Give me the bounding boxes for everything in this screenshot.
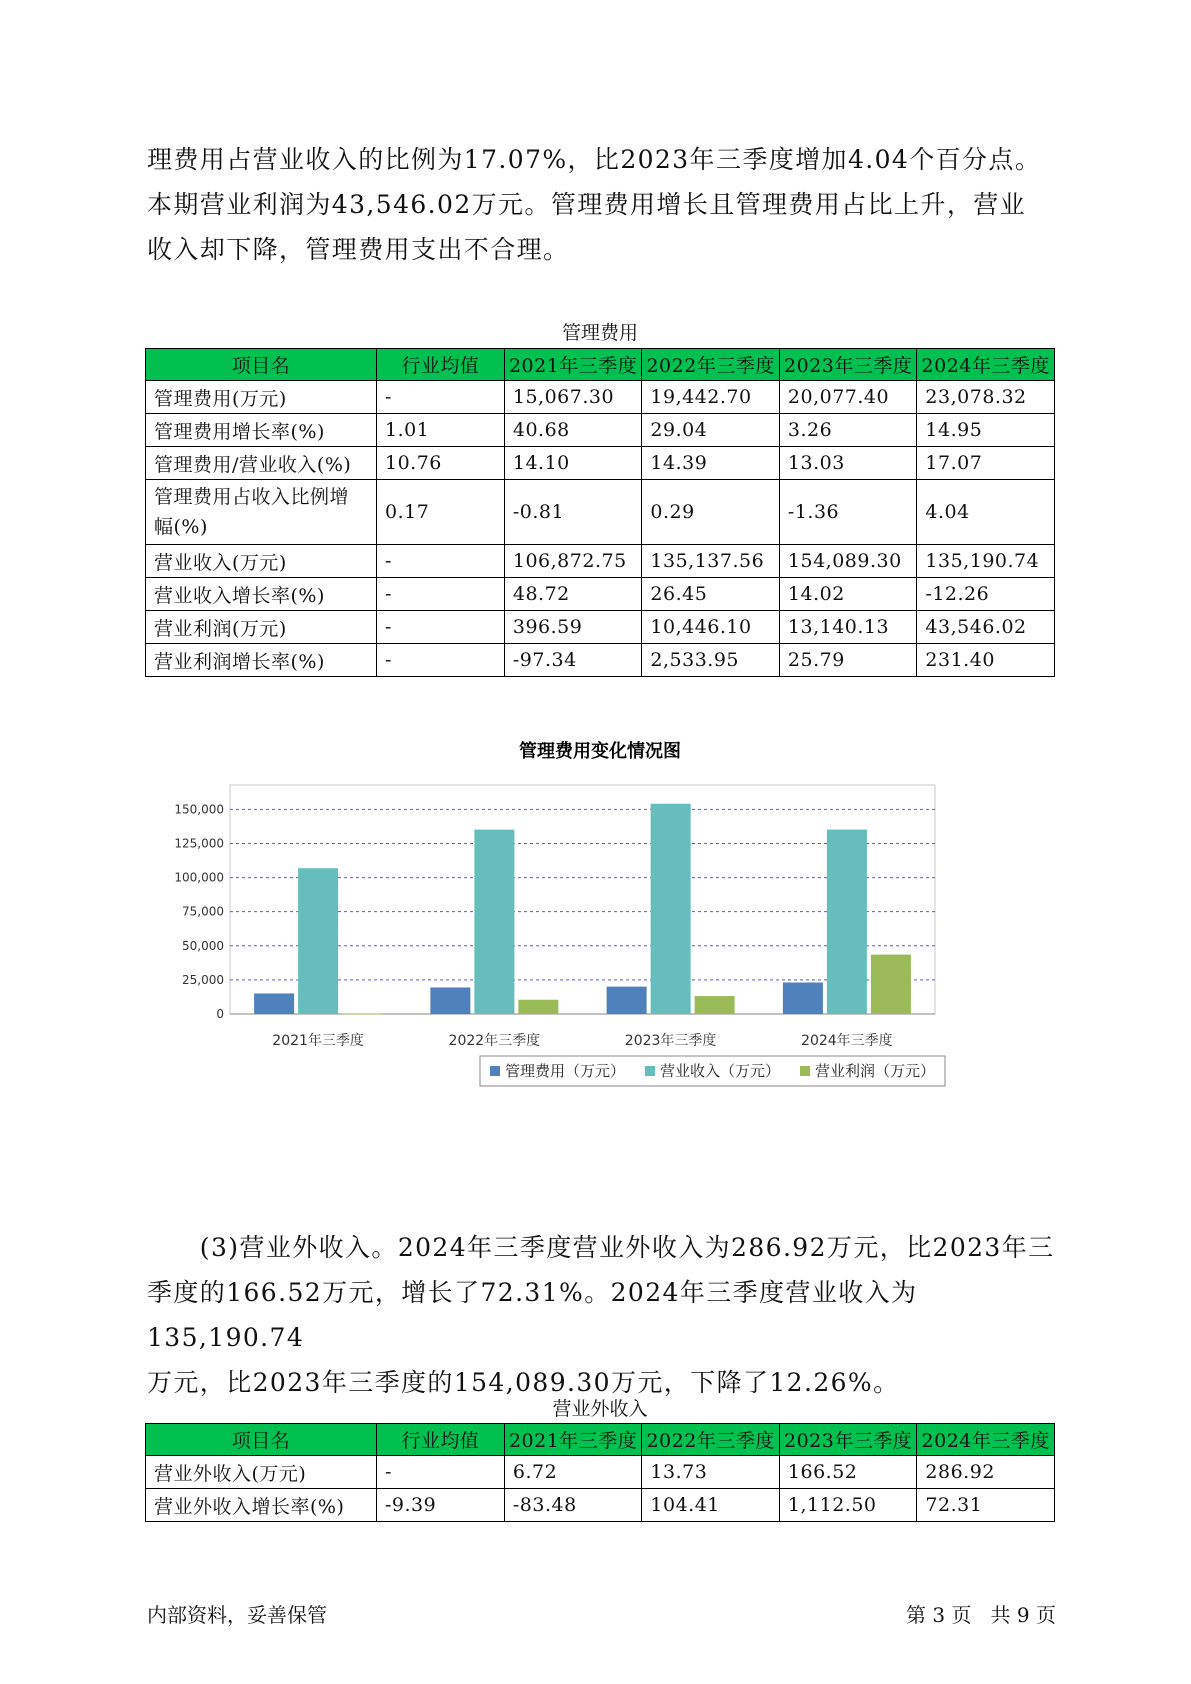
row-label: 营业外收入(万元)	[146, 1456, 377, 1489]
intro-paragraph	[147, 137, 1062, 272]
row-label: 营业利润(万元)	[146, 611, 377, 644]
bar	[298, 868, 338, 1014]
table-cell: 1,112.50	[779, 1489, 917, 1522]
table-cell: -	[377, 545, 505, 578]
column-header: 项目名	[146, 349, 377, 381]
y-tick-label: 75,000	[182, 904, 224, 919]
legend-swatch	[490, 1066, 500, 1076]
table-cell: 14.95	[917, 414, 1055, 447]
table-cell: 2,533.95	[642, 644, 780, 677]
table-cell: 4.04	[917, 480, 1055, 545]
bar	[827, 830, 867, 1014]
table-cell: 14.39	[642, 447, 780, 480]
y-tick-label: 25,000	[182, 972, 224, 987]
table-cell: -9.39	[377, 1489, 505, 1522]
table-row	[146, 1456, 1055, 1489]
bar	[474, 830, 514, 1014]
table-cell: 14.02	[779, 578, 917, 611]
column-header: 2023年三季度	[779, 349, 917, 381]
table-cell: -83.48	[504, 1489, 642, 1522]
table-cell: -	[377, 1456, 505, 1489]
x-category-label: 2021年三季度	[272, 1033, 364, 1049]
bar	[430, 987, 470, 1014]
table-row	[146, 414, 1055, 447]
table-row	[146, 447, 1055, 480]
column-header: 2022年三季度	[642, 1424, 780, 1456]
table-cell: -	[377, 381, 505, 414]
bar	[783, 983, 823, 1014]
y-tick-label: 50,000	[182, 938, 224, 953]
table-cell: 10,446.10	[642, 611, 780, 644]
row-label: 管理费用增长率(%)	[146, 414, 377, 447]
table-row	[146, 381, 1055, 414]
table-cell: 23,078.32	[917, 381, 1055, 414]
table-row	[146, 578, 1055, 611]
table-cell: 20,077.40	[779, 381, 917, 414]
text-line: 季度的166.52万元，增长了72.31%。2024年三季度营业收入为135,190.74	[147, 1278, 918, 1352]
table-cell: 40.68	[504, 414, 642, 447]
text-line: 万元，比2023年三季度的154,089.30万元，下降了12.26%。	[147, 1368, 900, 1397]
table-cell: 154,089.30	[779, 545, 917, 578]
bar-chart	[145, 728, 1025, 1183]
table-cell: 166.52	[779, 1456, 917, 1489]
table-cell: 396.59	[504, 611, 642, 644]
table-caption: 管理费用	[561, 322, 638, 344]
row-label: 营业收入(万元)	[146, 545, 377, 578]
y-tick-label: 0	[216, 1007, 224, 1021]
table-cell: 25.79	[779, 644, 917, 677]
x-category-label: 2024年三季度	[801, 1033, 893, 1049]
bar	[518, 1000, 558, 1014]
table-cell: 231.40	[917, 644, 1055, 677]
column-header: 2021年三季度	[504, 1424, 642, 1456]
text-line: 本期营业利润为43,546.02万元。管理费用增长且管理费用占比上升，营业	[147, 190, 1027, 219]
x-category-label: 2022年三季度	[448, 1033, 541, 1049]
table-cell: 14.10	[504, 447, 642, 480]
column-header: 行业均值	[377, 1424, 505, 1456]
y-tick-label: 150,000	[174, 802, 224, 817]
table-cell: 3.26	[779, 414, 917, 447]
legend-swatch	[800, 1066, 810, 1076]
table-row	[146, 1489, 1055, 1522]
row-label: 营业收入增长率(%)	[146, 578, 377, 611]
nonoperating-paragraph	[147, 1225, 1062, 1405]
bar	[254, 993, 294, 1014]
nonoperating-income-table	[145, 1423, 1055, 1522]
bar	[607, 987, 647, 1014]
row-label: 营业外收入增长率(%)	[146, 1489, 377, 1522]
table-cell: 135,137.56	[642, 545, 780, 578]
text-line: 理费用占营业收入的比例为17.07%，比2023年三季度增加4.04个百分点。	[147, 145, 1042, 174]
column-header: 2023年三季度	[779, 1424, 917, 1456]
table-row	[146, 545, 1055, 578]
row-label: 管理费用占收入比例增幅(%)	[146, 480, 377, 545]
table-cell: 10.76	[377, 447, 505, 480]
legend-label: 营业收入（万元）	[660, 1062, 781, 1080]
table-cell: -1.36	[779, 480, 917, 545]
table-cell: 13.73	[642, 1456, 780, 1489]
legend-swatch	[645, 1066, 655, 1076]
table-header-row	[146, 349, 1055, 381]
row-label: 营业利润增长率(%)	[146, 644, 377, 677]
table-header-row	[146, 1424, 1055, 1456]
table-cell: 72.31	[917, 1489, 1055, 1522]
chart-title: 管理费用变化情况图	[519, 741, 681, 762]
table-cell: 29.04	[642, 414, 780, 447]
table-cell: -	[377, 578, 505, 611]
text-line: 收入却下降，管理费用支出不合理。	[147, 235, 570, 264]
table-cell: 6.72	[504, 1456, 642, 1489]
bar	[871, 955, 911, 1014]
legend-label: 营业利润（万元）	[815, 1062, 936, 1080]
table-cell: 19,442.70	[642, 381, 780, 414]
table-cell: 286.92	[917, 1456, 1055, 1489]
table-cell: -	[377, 611, 505, 644]
text-line: (3)营业外收入。2024年三季度营业外收入为286.92万元，比2023年三	[147, 1233, 1055, 1262]
table-cell: 0.29	[642, 480, 780, 545]
y-tick-label: 100,000	[174, 870, 224, 885]
table-cell: 13,140.13	[779, 611, 917, 644]
table-cell: 1.01	[377, 414, 505, 447]
table-cell: 104.41	[642, 1489, 780, 1522]
legend-label: 管理费用（万元）	[505, 1062, 626, 1080]
table-cell: 43,546.02	[917, 611, 1055, 644]
column-header: 2022年三季度	[642, 349, 780, 381]
table-row	[146, 644, 1055, 677]
column-header: 2024年三季度	[917, 1424, 1055, 1456]
column-header: 2021年三季度	[504, 349, 642, 381]
bar	[695, 996, 735, 1014]
column-header: 行业均值	[377, 349, 505, 381]
table-row	[146, 611, 1055, 644]
y-tick-label: 125,000	[174, 836, 224, 851]
admin-expense-table	[145, 348, 1055, 677]
table-cell: 17.07	[917, 447, 1055, 480]
bar	[342, 1013, 382, 1014]
table-cell: 0.17	[377, 480, 505, 545]
table-cell: -0.81	[504, 480, 642, 545]
table-cell: -97.34	[504, 644, 642, 677]
table-cell: -	[377, 644, 505, 677]
table-row	[146, 480, 1055, 545]
table-cell: 135,190.74	[917, 545, 1055, 578]
table-cell: 15,067.30	[504, 381, 642, 414]
table-cell: 13.03	[779, 447, 917, 480]
table-caption: 营业外收入	[552, 1398, 648, 1420]
column-header: 项目名	[146, 1424, 377, 1456]
x-category-label: 2023年三季度	[624, 1033, 717, 1049]
table-cell: -12.26	[917, 578, 1055, 611]
table-cell: 26.45	[642, 578, 780, 611]
row-label: 管理费用/营业收入(%)	[146, 447, 377, 480]
footer-note: 内部资料，妥善保管	[147, 1603, 327, 1627]
table-cell: 48.72	[504, 578, 642, 611]
column-header: 2024年三季度	[917, 349, 1055, 381]
bar	[651, 804, 691, 1014]
table-cell: 106,872.75	[504, 545, 642, 578]
row-label: 管理费用(万元)	[146, 381, 377, 414]
page-number: 第 3 页 共 9 页	[906, 1603, 1056, 1627]
